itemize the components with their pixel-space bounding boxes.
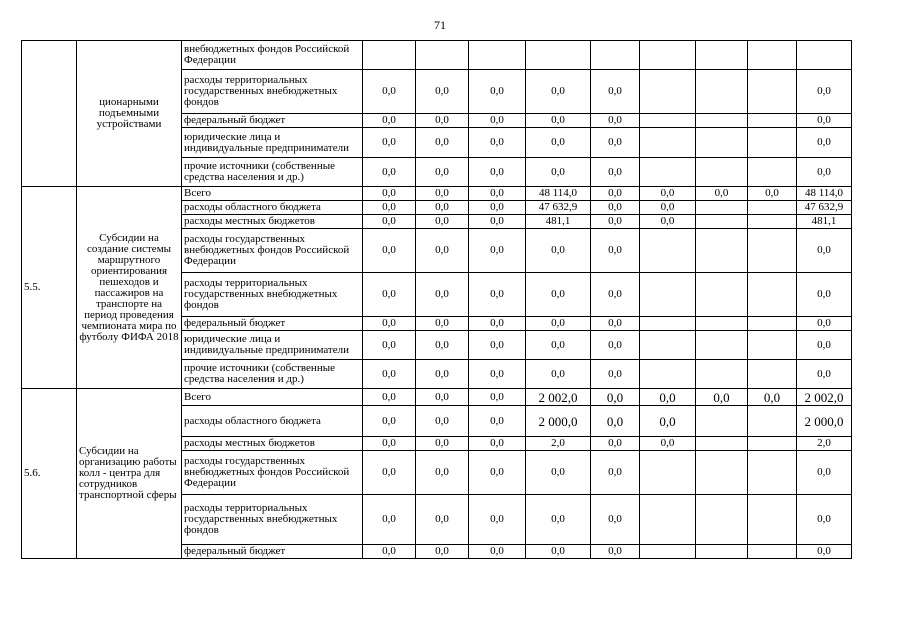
value-cell: 0,0 — [526, 360, 591, 389]
value-cell — [363, 41, 416, 70]
value-cell: 0,0 — [469, 360, 526, 389]
program-name: ционарными подъемными устройствами — [77, 41, 182, 187]
value-cell — [640, 545, 696, 559]
value-cell: 0,0 — [797, 273, 852, 317]
page-number: 71 — [434, 18, 446, 32]
funding-source: расходы территориальных государственных внебюджетных фондов — [182, 273, 363, 317]
value-cell: 0,0 — [640, 215, 696, 229]
value-cell — [696, 360, 748, 389]
value-cell: 0,0 — [526, 545, 591, 559]
value-cell: 0,0 — [363, 389, 416, 406]
value-cell: 0,0 — [416, 389, 469, 406]
value-cell: 0,0 — [591, 545, 640, 559]
value-cell: 0,0 — [797, 451, 852, 495]
budget-table — [21, 40, 852, 559]
funding-source: расходы территориальных государственных внебюджетных фондов — [182, 70, 363, 114]
value-cell: 0,0 — [416, 70, 469, 114]
value-cell: 0,0 — [363, 215, 416, 229]
value-cell: 0,0 — [526, 70, 591, 114]
value-cell: 0,0 — [591, 437, 640, 451]
value-cell: 0,0 — [696, 389, 748, 406]
value-cell — [748, 331, 797, 360]
value-cell: 0,0 — [591, 70, 640, 114]
value-cell — [748, 406, 797, 437]
value-cell: 0,0 — [469, 317, 526, 331]
value-cell — [696, 128, 748, 158]
value-cell: 0,0 — [363, 70, 416, 114]
funding-source: внебюджетных фондов Российской Федерации — [182, 41, 363, 70]
value-cell: 0,0 — [363, 406, 416, 437]
value-cell — [696, 215, 748, 229]
value-cell — [640, 451, 696, 495]
value-cell: 0,0 — [797, 70, 852, 114]
value-cell: 0,0 — [748, 187, 797, 201]
value-cell: 0,0 — [363, 437, 416, 451]
value-cell: 0,0 — [797, 128, 852, 158]
value-cell: 0,0 — [469, 437, 526, 451]
value-cell — [748, 201, 797, 215]
value-cell: 0,0 — [469, 158, 526, 187]
funding-source: прочие источники (собственные средства населения и др.) — [182, 158, 363, 187]
value-cell — [748, 495, 797, 545]
value-cell — [748, 545, 797, 559]
funding-source: Всего — [182, 389, 363, 406]
value-cell: 481,1 — [797, 215, 852, 229]
value-cell — [640, 317, 696, 331]
value-cell — [469, 41, 526, 70]
value-cell: 0,0 — [469, 545, 526, 559]
value-cell: 0,0 — [363, 128, 416, 158]
value-cell: 0,0 — [363, 229, 416, 273]
value-cell — [640, 331, 696, 360]
value-cell: 0,0 — [591, 331, 640, 360]
value-cell: 0,0 — [469, 215, 526, 229]
value-cell — [526, 41, 591, 70]
value-cell: 0,0 — [526, 317, 591, 331]
value-cell — [696, 229, 748, 273]
value-cell — [696, 201, 748, 215]
value-cell: 0,0 — [640, 187, 696, 201]
value-cell: 0,0 — [591, 201, 640, 215]
funding-source: федеральный бюджет — [182, 114, 363, 128]
funding-source: расходы областного бюджета — [182, 406, 363, 437]
value-cell: 0,0 — [591, 406, 640, 437]
value-cell: 0,0 — [591, 229, 640, 273]
value-cell: 0,0 — [363, 495, 416, 545]
table-row — [22, 389, 852, 406]
value-cell: 0,0 — [363, 451, 416, 495]
value-cell: 0,0 — [416, 360, 469, 389]
value-cell: 0,0 — [363, 273, 416, 317]
value-cell: 0,0 — [469, 273, 526, 317]
value-cell — [696, 41, 748, 70]
value-cell: 0,0 — [591, 215, 640, 229]
value-cell: 0,0 — [416, 406, 469, 437]
value-cell: 2,0 — [526, 437, 591, 451]
value-cell: 0,0 — [363, 114, 416, 128]
value-cell — [696, 273, 748, 317]
budget-table-body — [22, 41, 852, 559]
value-cell: 0,0 — [469, 495, 526, 545]
value-cell — [748, 360, 797, 389]
funding-source: федеральный бюджет — [182, 545, 363, 559]
value-cell — [748, 317, 797, 331]
value-cell: 0,0 — [363, 331, 416, 360]
value-cell — [748, 158, 797, 187]
value-cell: 0,0 — [748, 389, 797, 406]
value-cell: 0,0 — [640, 437, 696, 451]
value-cell: 0,0 — [416, 545, 469, 559]
value-cell — [696, 437, 748, 451]
value-cell: 0,0 — [797, 229, 852, 273]
value-cell: 0,0 — [797, 114, 852, 128]
value-cell — [640, 70, 696, 114]
value-cell: 0,0 — [469, 70, 526, 114]
value-cell — [748, 128, 797, 158]
value-cell: 0,0 — [416, 128, 469, 158]
value-cell — [748, 114, 797, 128]
value-cell — [797, 41, 852, 70]
value-cell: 0,0 — [469, 128, 526, 158]
value-cell — [696, 406, 748, 437]
value-cell: 0,0 — [363, 317, 416, 331]
value-cell: 0,0 — [416, 437, 469, 451]
value-cell — [696, 70, 748, 114]
funding-source: юридические лица и индивидуальные предприниматели — [182, 128, 363, 158]
value-cell — [591, 41, 640, 70]
value-cell: 0,0 — [469, 406, 526, 437]
value-cell — [748, 41, 797, 70]
value-cell — [696, 545, 748, 559]
value-cell — [640, 229, 696, 273]
value-cell: 0,0 — [591, 187, 640, 201]
item-code: 5.6. — [22, 389, 77, 559]
value-cell — [640, 128, 696, 158]
value-cell: 2 002,0 — [797, 389, 852, 406]
value-cell: 0,0 — [591, 128, 640, 158]
value-cell — [748, 273, 797, 317]
value-cell: 0,0 — [416, 317, 469, 331]
value-cell: 0,0 — [591, 114, 640, 128]
value-cell: 47 632,9 — [526, 201, 591, 215]
value-cell: 0,0 — [526, 128, 591, 158]
funding-source: расходы областного бюджета — [182, 201, 363, 215]
funding-source: расходы местных бюджетов — [182, 437, 363, 451]
value-cell: 0,0 — [526, 158, 591, 187]
value-cell: 0,0 — [591, 495, 640, 545]
value-cell: 0,0 — [416, 495, 469, 545]
value-cell: 0,0 — [416, 158, 469, 187]
value-cell: 0,0 — [416, 273, 469, 317]
value-cell: 0,0 — [797, 360, 852, 389]
value-cell — [748, 215, 797, 229]
funding-source: Всего — [182, 187, 363, 201]
value-cell: 0,0 — [640, 201, 696, 215]
value-cell: 0,0 — [696, 187, 748, 201]
value-cell — [696, 451, 748, 495]
value-cell — [640, 495, 696, 545]
value-cell — [640, 114, 696, 128]
value-cell: 0,0 — [591, 158, 640, 187]
value-cell: 0,0 — [526, 114, 591, 128]
value-cell: 2 000,0 — [797, 406, 852, 437]
value-cell: 0,0 — [416, 187, 469, 201]
value-cell: 0,0 — [363, 187, 416, 201]
value-cell — [696, 331, 748, 360]
funding-source: федеральный бюджет — [182, 317, 363, 331]
value-cell: 481,1 — [526, 215, 591, 229]
value-cell — [640, 158, 696, 187]
value-cell: 0,0 — [469, 389, 526, 406]
value-cell: 0,0 — [526, 495, 591, 545]
value-cell: 47 632,9 — [797, 201, 852, 215]
value-cell: 0,0 — [469, 114, 526, 128]
value-cell: 0,0 — [591, 360, 640, 389]
program-name: Субсидии на организацию работы колл - центра для сотрудников транспортной сферы — [77, 389, 182, 559]
value-cell — [640, 273, 696, 317]
value-cell: 0,0 — [469, 451, 526, 495]
funding-source: расходы местных бюджетов — [182, 215, 363, 229]
funding-source: расходы территориальных государственных внебюджетных фондов — [182, 495, 363, 545]
value-cell: 0,0 — [416, 215, 469, 229]
funding-source: расходы государственных внебюджетных фондов Российской Федерации — [182, 229, 363, 273]
value-cell: 0,0 — [469, 331, 526, 360]
value-cell: 0,0 — [797, 331, 852, 360]
value-cell — [416, 41, 469, 70]
value-cell: 0,0 — [416, 201, 469, 215]
value-cell: 0,0 — [591, 451, 640, 495]
table-row — [22, 187, 852, 201]
value-cell: 0,0 — [363, 360, 416, 389]
value-cell: 0,0 — [526, 229, 591, 273]
value-cell: 0,0 — [640, 406, 696, 437]
value-cell: 0,0 — [526, 451, 591, 495]
value-cell: 48 114,0 — [797, 187, 852, 201]
item-code: 5.5. — [22, 187, 77, 389]
value-cell: 0,0 — [469, 229, 526, 273]
value-cell — [748, 451, 797, 495]
value-cell — [696, 495, 748, 545]
value-cell — [696, 114, 748, 128]
value-cell: 0,0 — [416, 331, 469, 360]
value-cell: 0,0 — [797, 158, 852, 187]
value-cell — [696, 158, 748, 187]
value-cell: 0,0 — [640, 389, 696, 406]
value-cell: 0,0 — [526, 331, 591, 360]
value-cell: 0,0 — [797, 495, 852, 545]
value-cell: 0,0 — [469, 187, 526, 201]
value-cell: 0,0 — [416, 229, 469, 273]
table-row — [22, 41, 852, 70]
value-cell: 0,0 — [363, 545, 416, 559]
value-cell: 0,0 — [416, 114, 469, 128]
funding-source: расходы государственных внебюджетных фондов Российской Федерации — [182, 451, 363, 495]
value-cell — [640, 360, 696, 389]
value-cell: 0,0 — [797, 545, 852, 559]
value-cell: 2 002,0 — [526, 389, 591, 406]
value-cell: 0,0 — [797, 317, 852, 331]
value-cell — [748, 70, 797, 114]
value-cell: 0,0 — [591, 389, 640, 406]
value-cell: 0,0 — [469, 201, 526, 215]
funding-source: прочие источники (собственные средства населения и др.) — [182, 360, 363, 389]
value-cell: 2 000,0 — [526, 406, 591, 437]
value-cell: 2,0 — [797, 437, 852, 451]
value-cell: 0,0 — [591, 317, 640, 331]
program-name: Субсидии на создание системы маршрутного ориентирования пешеходов и пассажиров на транспорте на период проведения чемпионата мира по футболу ФИФА 2018 — [77, 187, 182, 389]
value-cell — [640, 41, 696, 70]
value-cell: 0,0 — [416, 451, 469, 495]
value-cell: 0,0 — [591, 273, 640, 317]
item-code — [22, 41, 77, 187]
value-cell — [748, 437, 797, 451]
value-cell: 0,0 — [363, 158, 416, 187]
funding-source: юридические лица и индивидуальные предприниматели — [182, 331, 363, 360]
value-cell: 0,0 — [363, 201, 416, 215]
value-cell: 48 114,0 — [526, 187, 591, 201]
value-cell — [748, 229, 797, 273]
value-cell: 0,0 — [526, 273, 591, 317]
value-cell — [696, 317, 748, 331]
